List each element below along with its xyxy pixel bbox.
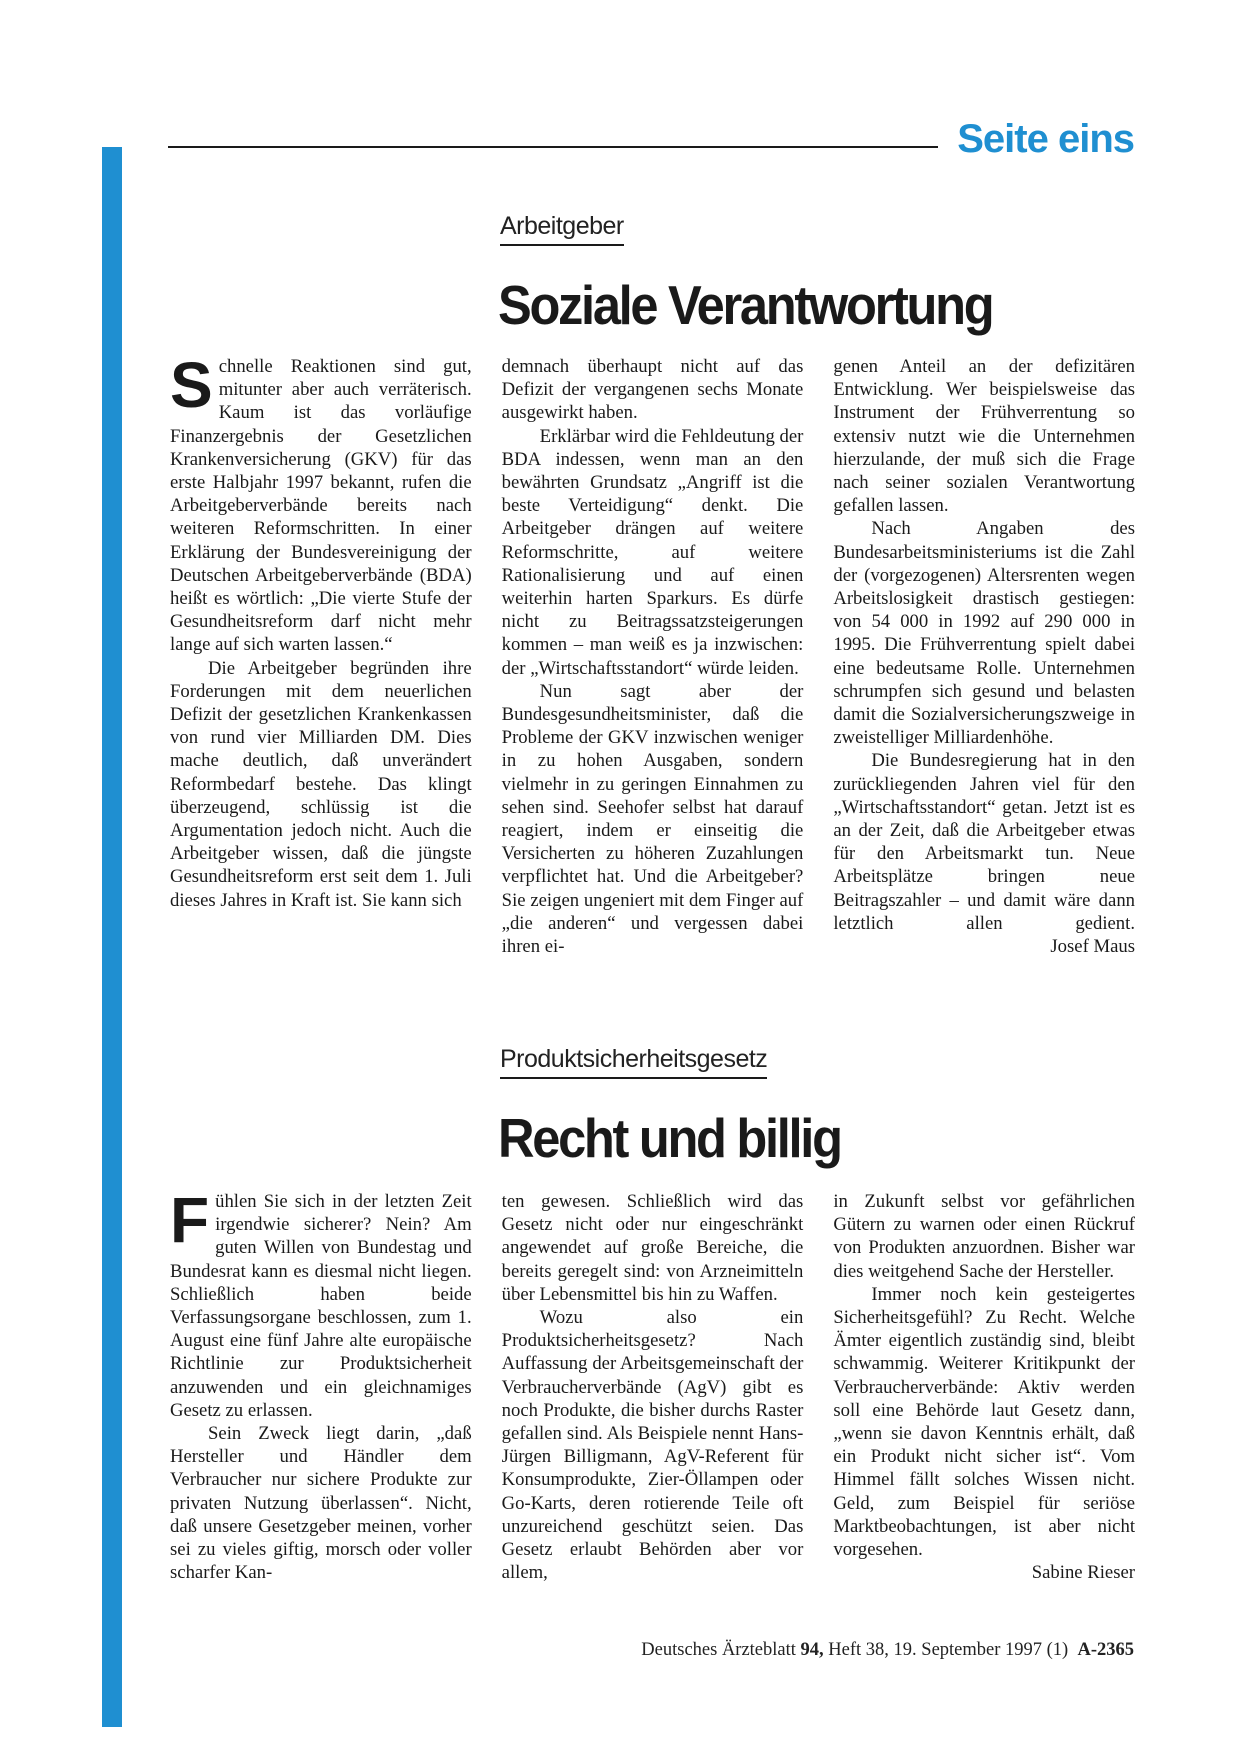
paragraph: Die Bundesregierung hat in den zurückliegenden Jahren viel für den „Wirtschaftsstandort“ getan. Jetzt ist es an der Zeit, daß die Arbeitgeber etwas für den Arbeitsmarkt tun. Neue Arbeitsplätze bringen neue Beitragszahler – und damit wäre dann letztlich allen gedient. <box>833 750 1136 934</box>
article-2-body <box>170 1184 1136 1584</box>
accent-side-bar <box>102 147 122 1727</box>
paragraph: Sein Zweck liegt darin, „daß Hersteller und Händler dem Verbraucher nur sichere Produkte zur privaten Nutzung überlassen“. Nicht, daß unsere Gesetzgeber meinen, vorher sei zu vieles giftig, morsch oder voller scharfer Kan- <box>170 1423 472 1584</box>
author-name: Josef Maus <box>1050 936 1136 958</box>
author-line <box>833 1561 1135 1584</box>
paragraph: Nun sagt aber der Bundesgesundheitsminister, daß die Probleme der GKV inzwischen weniger in zu hohen Ausgaben, sondern vielmehr in zu geringen Einnahmen zu sehen sind. Seehofer selbst hat darauf reagiert, indem er einseitig die Versicherten zu höheren Zuzahlungen verpflichtet hat. Und die Arbeitgeber? Sie zeigen ungeniert mit dem Finger auf „die anderen“ und vergessen dabei ihren ei- <box>501 680 804 958</box>
paragraph: Wozu also ein Produktsicherheitsgesetz? Nach Auffassung der Arbeitsgemeinschaft der Verbraucherverbände (AgV) gibt es noch Produkte, die bisher durchs Raster gefallen sind. Als Beispiele nennt Hans-Jürgen Billigmann, AgV-Referent für Konsumprodukte, Zier-Öllampen oder Go-Karts, deren rotierende Teile oft unzureichend geschützt seien. Das Gesetz erlaubt Behörden aber vor allem, <box>501 1307 804 1584</box>
paragraph: Die Arbeitgeber begründen ihre Forderungen mit dem neuerlichen Defizit der gesetzlichen Krankenkassen von rund vier Milliarden DM. Dies mache deutlich, daß unverändert Reformbedarf bestehe. Das klingt überzeugend, schlüssig ist die Argumentation jedoch nicht. Auch die Arbeitgeber wissen, daß die jüngste Gesundheitsreform erst seit dem 1. Juli dieses Jahres in Kraft ist. Sie kann sich <box>170 657 472 911</box>
paragraph: genen Anteil an der defizitären Entwicklung. Wer beispielsweise das Instrument der Frühverrentung so extensiv nutzt wie die Unternehmen hierzulande, der muß sich die Frage nach seiner sozialen Verantwortung gefallen lassen. <box>833 356 1136 517</box>
author-line <box>833 935 1135 958</box>
page-number: A-2365 <box>1077 1640 1134 1660</box>
article-2-column-1 <box>170 1184 472 1584</box>
paragraph: Immer noch kein gesteigertes Sicherheitsgefühl? Zu Recht. Welche Ämter eigentlich zuständig sind, bleibt schwammig. Weiterer Kritikpunkt der Verbraucherverbände: Aktiv werden soll eine Behörde laut Gesetz dann, „wenn sie davon Kenntnis erhält, daß ein Produkt nicht sicher ist“. Vom Himmel fällt solches Wissen nicht. Geld, zum Beispiel für seriöse Marktbeobachtungen, ist aber nicht vorgesehen. <box>833 1283 1136 1561</box>
article-1-column-2 <box>502 355 804 958</box>
paragraph: Nach Angaben des Bundesarbeitsministeriums ist die Zahl der (vorgezogenen) Altersrenten wegen Arbeitslosigkeit drastisch gestiegen: von 54 000 in 1992 auf 290 000 in 1995. Die Frühverrentung spielt dabei eine bedeutsame Rolle. Unternehmen schrumpfen sich gesund und belasten damit die Sozialversicherungszweige in zweistelliger Milliardenhöhe. <box>833 518 1136 749</box>
article-1-body <box>170 349 1136 958</box>
article-2-column-2 <box>502 1190 804 1584</box>
article-1-headline: Soziale Verantwortung <box>498 274 993 336</box>
journal-name: Deutsches Ärzteblatt <box>641 1640 796 1660</box>
article-1-column-1 <box>170 349 472 958</box>
section-label: Seite eins <box>957 117 1134 161</box>
article-1-kicker: Arbeitgeber <box>500 213 624 246</box>
author-name: Sabine Rieser <box>1031 1562 1136 1584</box>
paragraph: Fühlen Sie sich in der letzten Zeit irgendwie sicherer? Nein? Am guten Willen von Bundestag und Bundesrat kann es diesmal nicht liegen. Schließlich haben beide Verfassungsorgane beschlossen, zum 1. August eine fünf Jahre alte europäische Richtlinie zur Produktsicherheit anzuwenden und ein gleichnamiges Gesetz zu erlassen. <box>170 1184 472 1421</box>
paragraph: Erklärbar wird die Fehldeutung der BDA indessen, wenn man an den bewährten Grundsatz „Angriff ist die beste Verteidigung“ denkt. Die Arbeitgeber drängen auf weitere Reformschritte, auf weitere Rationalisierung und auf einen weiterhin harten Sparkurs. Es dürfe nicht zu Beitragssatzsteigerungen kommen – man weiß es ja inzwischen: der „Wirtschaftsstandort“ würde leiden. <box>501 425 804 679</box>
dropcap: S <box>170 349 213 421</box>
article-1-column-3 <box>833 355 1135 958</box>
paragraph: in Zukunft selbst vor gefährlichen Gütern zu warnen oder einen Rückruf von Produkten anzuordnen. Bisher war dies weitgehend Sache der Hersteller. <box>833 1191 1136 1282</box>
article-2-headline: Recht und billig <box>498 1107 841 1169</box>
paragraph: Schnelle Reaktionen sind gut, mitunter aber auch verräterisch. Kaum ist das vorläufige Finanzergebnis der Gesetzlichen Krankenversicherung (GKV) für das erste Halbjahr 1997 bekannt, rufen die Arbeitgeberverbände bereits nach weiteren Reformschritten. In einer Erklärung der Bundesvereinigung der Deutschen Arbeitgeberverbände (BDA) heißt es wörtlich: „Die vierte Stufe der Gesundheitsreform darf nicht mehr lange auf sich warten lassen.“ <box>170 349 472 656</box>
article-2-kicker: Produktsicherheitsgesetz <box>500 1046 767 1079</box>
paragraph: ten gewesen. Schließlich wird das Gesetz nicht oder nur eingeschränkt angewendet auf große Bereiche, die bereits geregelt sind: von Arzneimitteln über Lebensmittel bis hin zu Waffen. <box>501 1191 804 1305</box>
paragraph: demnach überhaupt nicht auf das Defizit der vergangenen sechs Monate ausgewirkt haben. <box>501 356 804 424</box>
volume-number: 94, <box>800 1640 824 1660</box>
header-rule <box>168 146 938 148</box>
dropcap: F <box>170 1184 210 1256</box>
issue-date: Heft 38, 19. September 1997 (1) <box>828 1640 1069 1660</box>
page-footer <box>641 1640 1134 1661</box>
article-2-column-3 <box>833 1190 1135 1584</box>
